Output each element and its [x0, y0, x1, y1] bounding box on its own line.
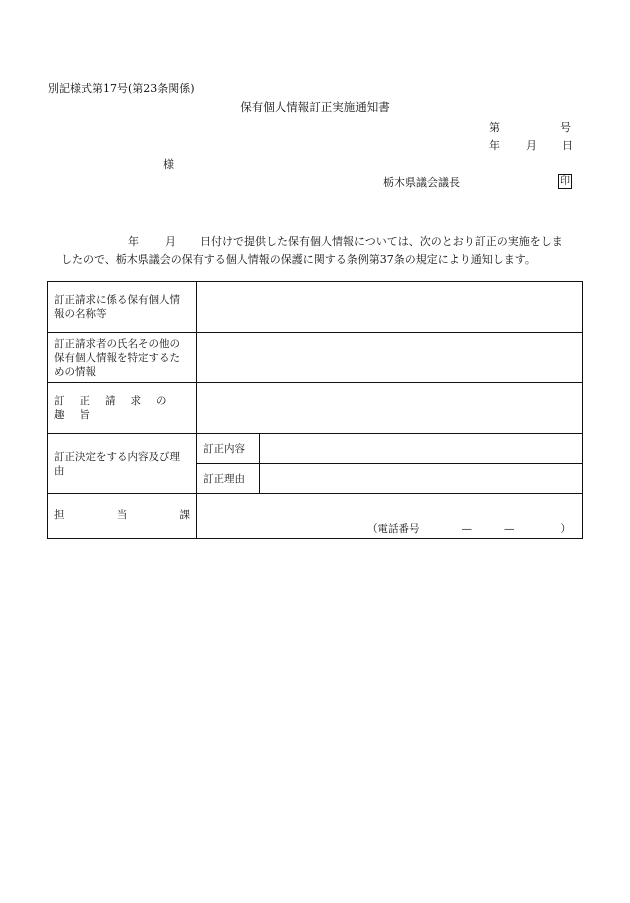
row-label-department	[48, 494, 197, 539]
date-day-label: 日	[562, 139, 573, 152]
phone-dash-1: —	[461, 523, 472, 535]
phone-open: （電話番号	[367, 523, 420, 535]
table-row	[48, 494, 583, 539]
department-char: 課	[179, 509, 190, 521]
table-row	[48, 434, 583, 464]
row-label-requester-info: 訂正請求者の氏名その他の保有個人情報を特定するための情報	[48, 333, 197, 383]
body-text-line2: したので、栃木県議会の保有する個人情報の保護に関する条例第37条の規定により通知します。	[61, 253, 536, 266]
document-number-suffix: 号	[560, 121, 571, 134]
department-char: 担	[54, 509, 65, 521]
department-label-spread	[54, 508, 190, 522]
table-row	[48, 333, 583, 383]
document-number-prefix: 第	[489, 121, 500, 134]
row-label-info-name: 訂正請求に係る保有個人情報の名称等	[48, 282, 197, 333]
phone-close: ）	[560, 523, 571, 535]
addressee-suffix: 様	[163, 158, 174, 171]
document-title: 保有個人情報訂正実施通知書	[240, 100, 390, 114]
row-label-decision: 訂正決定をする内容及び理由	[48, 434, 197, 494]
table-row	[48, 383, 583, 434]
date-year-label: 年	[489, 139, 500, 152]
notice-table	[47, 281, 583, 539]
body-month: 月	[165, 235, 176, 248]
department-char: 当	[116, 509, 128, 521]
request-purpose-field[interactable]	[197, 383, 583, 434]
table-row	[48, 282, 583, 333]
department-field[interactable]	[197, 494, 583, 539]
body-line1-rest: 日付けで提供した保有個人情報については、次のとおり訂正の実施をしま	[200, 235, 563, 248]
form-number-label: 別記様式第17号(第23条関係)	[48, 82, 195, 95]
body-year: 年	[128, 235, 139, 248]
correction-content-field[interactable]	[260, 434, 583, 464]
sub-label-correction-reason: 訂正理由	[197, 464, 260, 494]
date-month-label: 月	[526, 139, 537, 152]
requester-info-field[interactable]	[197, 333, 583, 383]
row-label-request-purpose: 訂正請求の趣旨	[48, 383, 197, 434]
phone-dash-2: —	[504, 523, 515, 535]
phone-number-line	[367, 522, 571, 536]
info-name-field[interactable]	[197, 282, 583, 333]
seal-mark: 印	[560, 176, 570, 187]
sub-label-correction-content: 訂正内容	[197, 434, 260, 464]
body-text-line1	[128, 235, 563, 248]
correction-reason-field[interactable]	[260, 464, 583, 494]
sender-name: 栃木県議会議長	[383, 176, 460, 189]
